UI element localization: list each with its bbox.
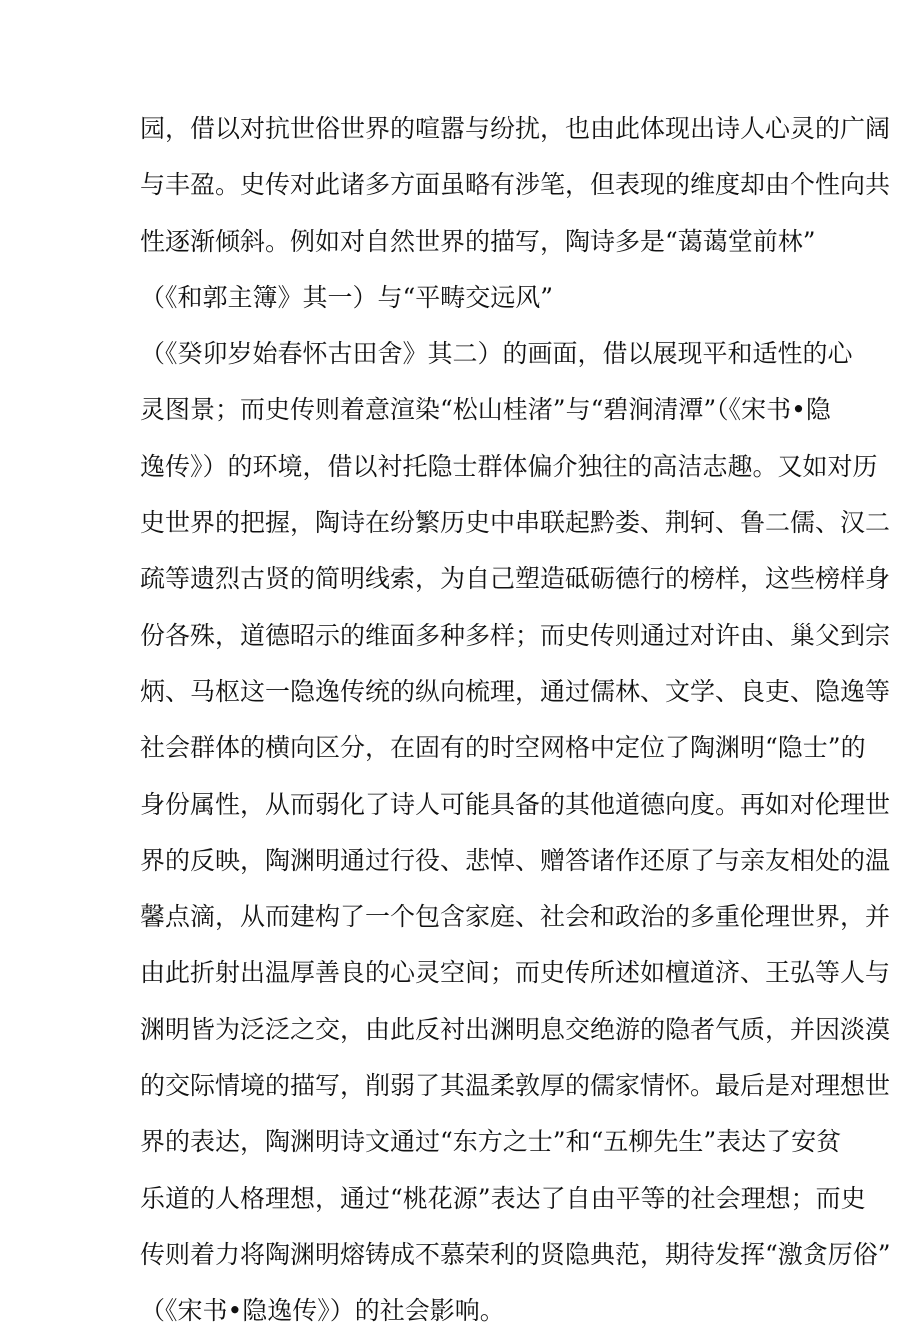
text-line: 馨点滴，从而建构了一个包含家庭、社会和政治的多重伦理世界，并	[140, 902, 891, 932]
text-line: 社会群体的横向区分，在固有的时空网格中定位了陶渊明“隐士”的	[140, 733, 866, 763]
text-line: 炳、马枢这一隐逸传统的纵向梳理，通过儒林、文学、良吏、隐逸等	[140, 676, 891, 706]
text-line: 渊明皆为泛泛之交，由此反衬出渊明息交绝游的隐者气质，并因淡漠	[140, 1014, 891, 1044]
text-line: 的交际情境的描写，削弱了其温柔敦厚的儒家情怀。最后是对理想世	[140, 1071, 891, 1101]
text-line: （《癸卯岁始春怀古田舍》其二）的画面，借以展现平和适性的心	[140, 339, 853, 369]
body-paragraph	[140, 101, 891, 1340]
text-line: 界的表达，陶渊明诗文通过“东方之士”和“五柳先生”表达了安贫	[140, 1127, 842, 1157]
text-line: （《宋书•隐逸传》）的社会影响。	[140, 1296, 505, 1326]
text-line: 史世界的把握，陶诗在纷繁历史中串联起黔娄、荆轲、鲁二儒、汉二	[140, 508, 891, 538]
text-line: 由此折射出温厚善良的心灵空间；而史传所述如檀道济、王弘等人与	[140, 958, 891, 988]
text-line: 园，借以对抗世俗世界的喧嚣与纷扰，也由此体现出诗人心灵的广阔	[140, 114, 891, 143]
text-line: 身份属性，从而弱化了诗人可能具备的其他道德向度。再如对伦理世	[140, 789, 891, 819]
text-line: （《和郭主簿》其一）与“平畴交远风”	[140, 282, 554, 312]
text-line: 份各殊，道德昭示的维面多种多样；而史传则通过对许由、巢父到宗	[140, 620, 891, 650]
text-line: 乐道的人格理想，通过“桃花源”表达了自由平等的社会理想；而史	[140, 1183, 866, 1213]
text-line: 灵图景；而史传则着意渲染“松山桂渚”与“碧涧清潭”（《宋书•隐	[140, 395, 831, 425]
text-line: 性逐渐倾斜。例如对自然世界的描写，陶诗多是“蔼蔼堂前林”	[140, 226, 816, 256]
text-line: 传则着力将陶渊明熔铸成不慕荣利的贤隐典范，期待发挥“激贪厉俗”	[140, 1239, 891, 1269]
text-line: 逸传》）的环境，借以衬托隐士群体偏介独往的高洁志趣。又如对历	[140, 451, 878, 481]
text-line: 疏等遗烈古贤的简明线索，为自己塑造砥砺德行的榜样，这些榜样身	[140, 564, 891, 594]
text-line: 与丰盈。史传对此诸多方面虽略有涉笔，但表现的维度却由个性向共	[140, 170, 891, 200]
text-line: 界的反映，陶渊明通过行役、悲悼、赠答诸作还原了与亲友相处的温	[140, 845, 891, 875]
